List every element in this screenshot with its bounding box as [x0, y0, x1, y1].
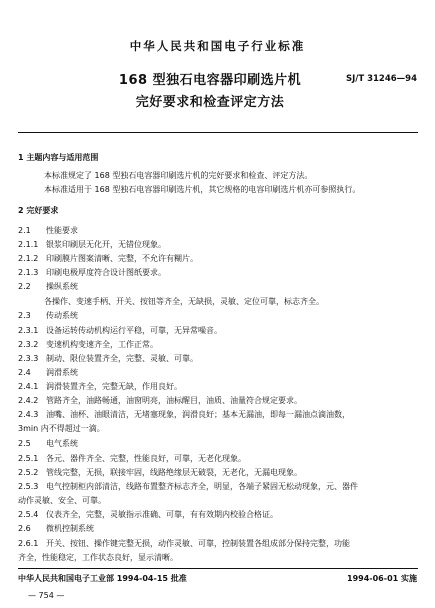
clause-2-6-1 [18, 538, 350, 550]
clause-2-4 [18, 367, 78, 379]
paragraph: 本标准适用于 168 型独石电容器印刷选片机，其它规格的电容印刷选片机亦可参照执行。 [44, 185, 361, 194]
clause-number: 2.4.2 [18, 396, 39, 405]
clause-text: 变速机构变速齐全，工作正常。 [46, 340, 158, 349]
clause-number: 2.3.1 [18, 326, 39, 335]
clause-2-3-2 [18, 339, 158, 351]
clause-text: 电气控制柜内部清洁，线路布置整齐标志齐全，明显，各端子紧固无松动现象，元、器件 [46, 482, 358, 491]
clause-number: 2.5.3 [18, 482, 39, 491]
clause-text: 仪表齐全，完整，灵敏指示准确、可靠，有有效期内校验合格证。 [46, 510, 278, 519]
clause-number: 2.1.3 [18, 268, 39, 277]
clause-number: 2.6.1 [18, 539, 39, 548]
clause-text: 印刷电极厚度符合设计图纸要求。 [46, 268, 166, 277]
clause-continuation: 3min 内不得超过一滴。 [18, 424, 105, 433]
clause-number: 2.4 [18, 368, 31, 377]
clause-text: 制动、限位装置齐全，完整、灵敏、可靠。 [46, 354, 198, 363]
title-line-2: 完好要求和检查评定方法 [135, 95, 285, 110]
clause-2-5 [18, 438, 78, 450]
bottom-divider [18, 568, 418, 569]
clause-text: 印刷膜片图案清晰、完整，不允许有糊片。 [46, 254, 198, 263]
section-2-title: 2 完好要求 [18, 206, 59, 215]
clause-2-3-3 [18, 353, 198, 365]
clause-number: 2.1.1 [18, 240, 39, 249]
clause-text: 操纵系统 [46, 282, 78, 291]
clause-text: 管路齐全，油路畅通，油窗明亮，油标醒目，油质、油量符合规定要求。 [46, 396, 302, 405]
clause-2-1-3 [18, 267, 166, 279]
standard-code: SJ/T 31246—94 [345, 74, 417, 84]
clause-2-5-1 [18, 453, 246, 465]
clause-text: 润滑装置齐全，完整无缺，作用良好。 [46, 382, 182, 391]
clause-number: 2.4.1 [18, 382, 39, 391]
organization-header: 中华人民共和国电子行业标准 [129, 39, 306, 53]
clause-2-3 [18, 310, 78, 322]
clause-2-3-1 [18, 325, 222, 337]
clause-text: 性能要求 [46, 226, 78, 235]
top-divider [18, 132, 418, 133]
clause-number: 2.3 [18, 311, 31, 320]
section-1-title: 1 主题内容与适用范围 [18, 153, 99, 162]
implementation-date: 1994-06-01 实施 [347, 574, 417, 583]
clause-2-1-2 [18, 253, 198, 265]
clause-2-4-1 [18, 381, 182, 393]
clause-2-5-4 [18, 509, 278, 521]
paragraph: 各操作、变速手柄、开关、按钮等齐全，无缺损，灵敏、定位可靠，标志齐全。 [44, 297, 324, 306]
document-title [70, 70, 350, 114]
clause-text: 传动系统 [46, 311, 78, 320]
clause-number: 2.5 [18, 439, 31, 448]
paragraph: 本标准规定了 168 型独石电容器印刷选片机的完好要求和检查、评定方法。 [44, 171, 313, 180]
clause-text: 管线完整，无损，联接牢固，线路绝缘层无破裂，无老化，无漏电现象。 [46, 468, 302, 477]
clause-number: 2.1 [18, 226, 31, 235]
clause-number: 2.3.2 [18, 340, 39, 349]
clause-continuation: 动作灵敏、安全、可靠。 [18, 496, 106, 505]
clause-2-5-3 [18, 481, 358, 493]
clause-number: 2.5.1 [18, 454, 39, 463]
clause-2-6 [18, 523, 94, 535]
clause-number: 2.3.3 [18, 354, 39, 363]
clause-text: 润滑系统 [46, 368, 78, 377]
clause-text: 电气系统 [46, 439, 78, 448]
clause-number: 2.5.2 [18, 468, 39, 477]
clause-text: 设备运转传动机构运行平稳，可靠，无异常噪音。 [46, 326, 222, 335]
clause-text: 银浆印刷层无化开，无错位现象。 [46, 240, 166, 249]
clause-2-2 [18, 281, 78, 293]
clause-2-4-3 [18, 409, 350, 421]
clause-number: 2.4.3 [18, 410, 39, 419]
clause-continuation: 齐全，性能稳定，工作状态良好，显示清晰。 [18, 553, 178, 562]
clause-number: 2.2 [18, 282, 31, 291]
clause-number: 2.6 [18, 524, 31, 533]
clause-number: 2.5.4 [18, 510, 39, 519]
clause-text: 微机控制系统 [46, 524, 94, 533]
clause-text: 油嘴、油杯、油眼清洁，无堵塞现象，润滑良好；基本无漏油，即每一漏油点滴油数， [46, 410, 350, 419]
clause-number: 2.1.2 [18, 254, 39, 263]
clause-text: 开关、按钮、操作键完整无损，动作灵敏、可靠，控制装置各组成部分保持完整，功能 [46, 539, 350, 548]
title-line-1: 168 型独石电容器印刷选片机 [118, 73, 302, 88]
page-number: — 754 — [28, 591, 65, 600]
clause-2-1-1 [18, 239, 166, 251]
clause-2-4-2 [18, 395, 302, 407]
clause-text: 各元、器件齐全、完整，性能良好，可靠，无老化现象。 [46, 454, 246, 463]
clause-2-5-2 [18, 467, 302, 479]
clause-2-1 [18, 225, 78, 237]
approval-note: 中华人民共和国电子工业部 1994-04-15 批准 [18, 574, 187, 583]
